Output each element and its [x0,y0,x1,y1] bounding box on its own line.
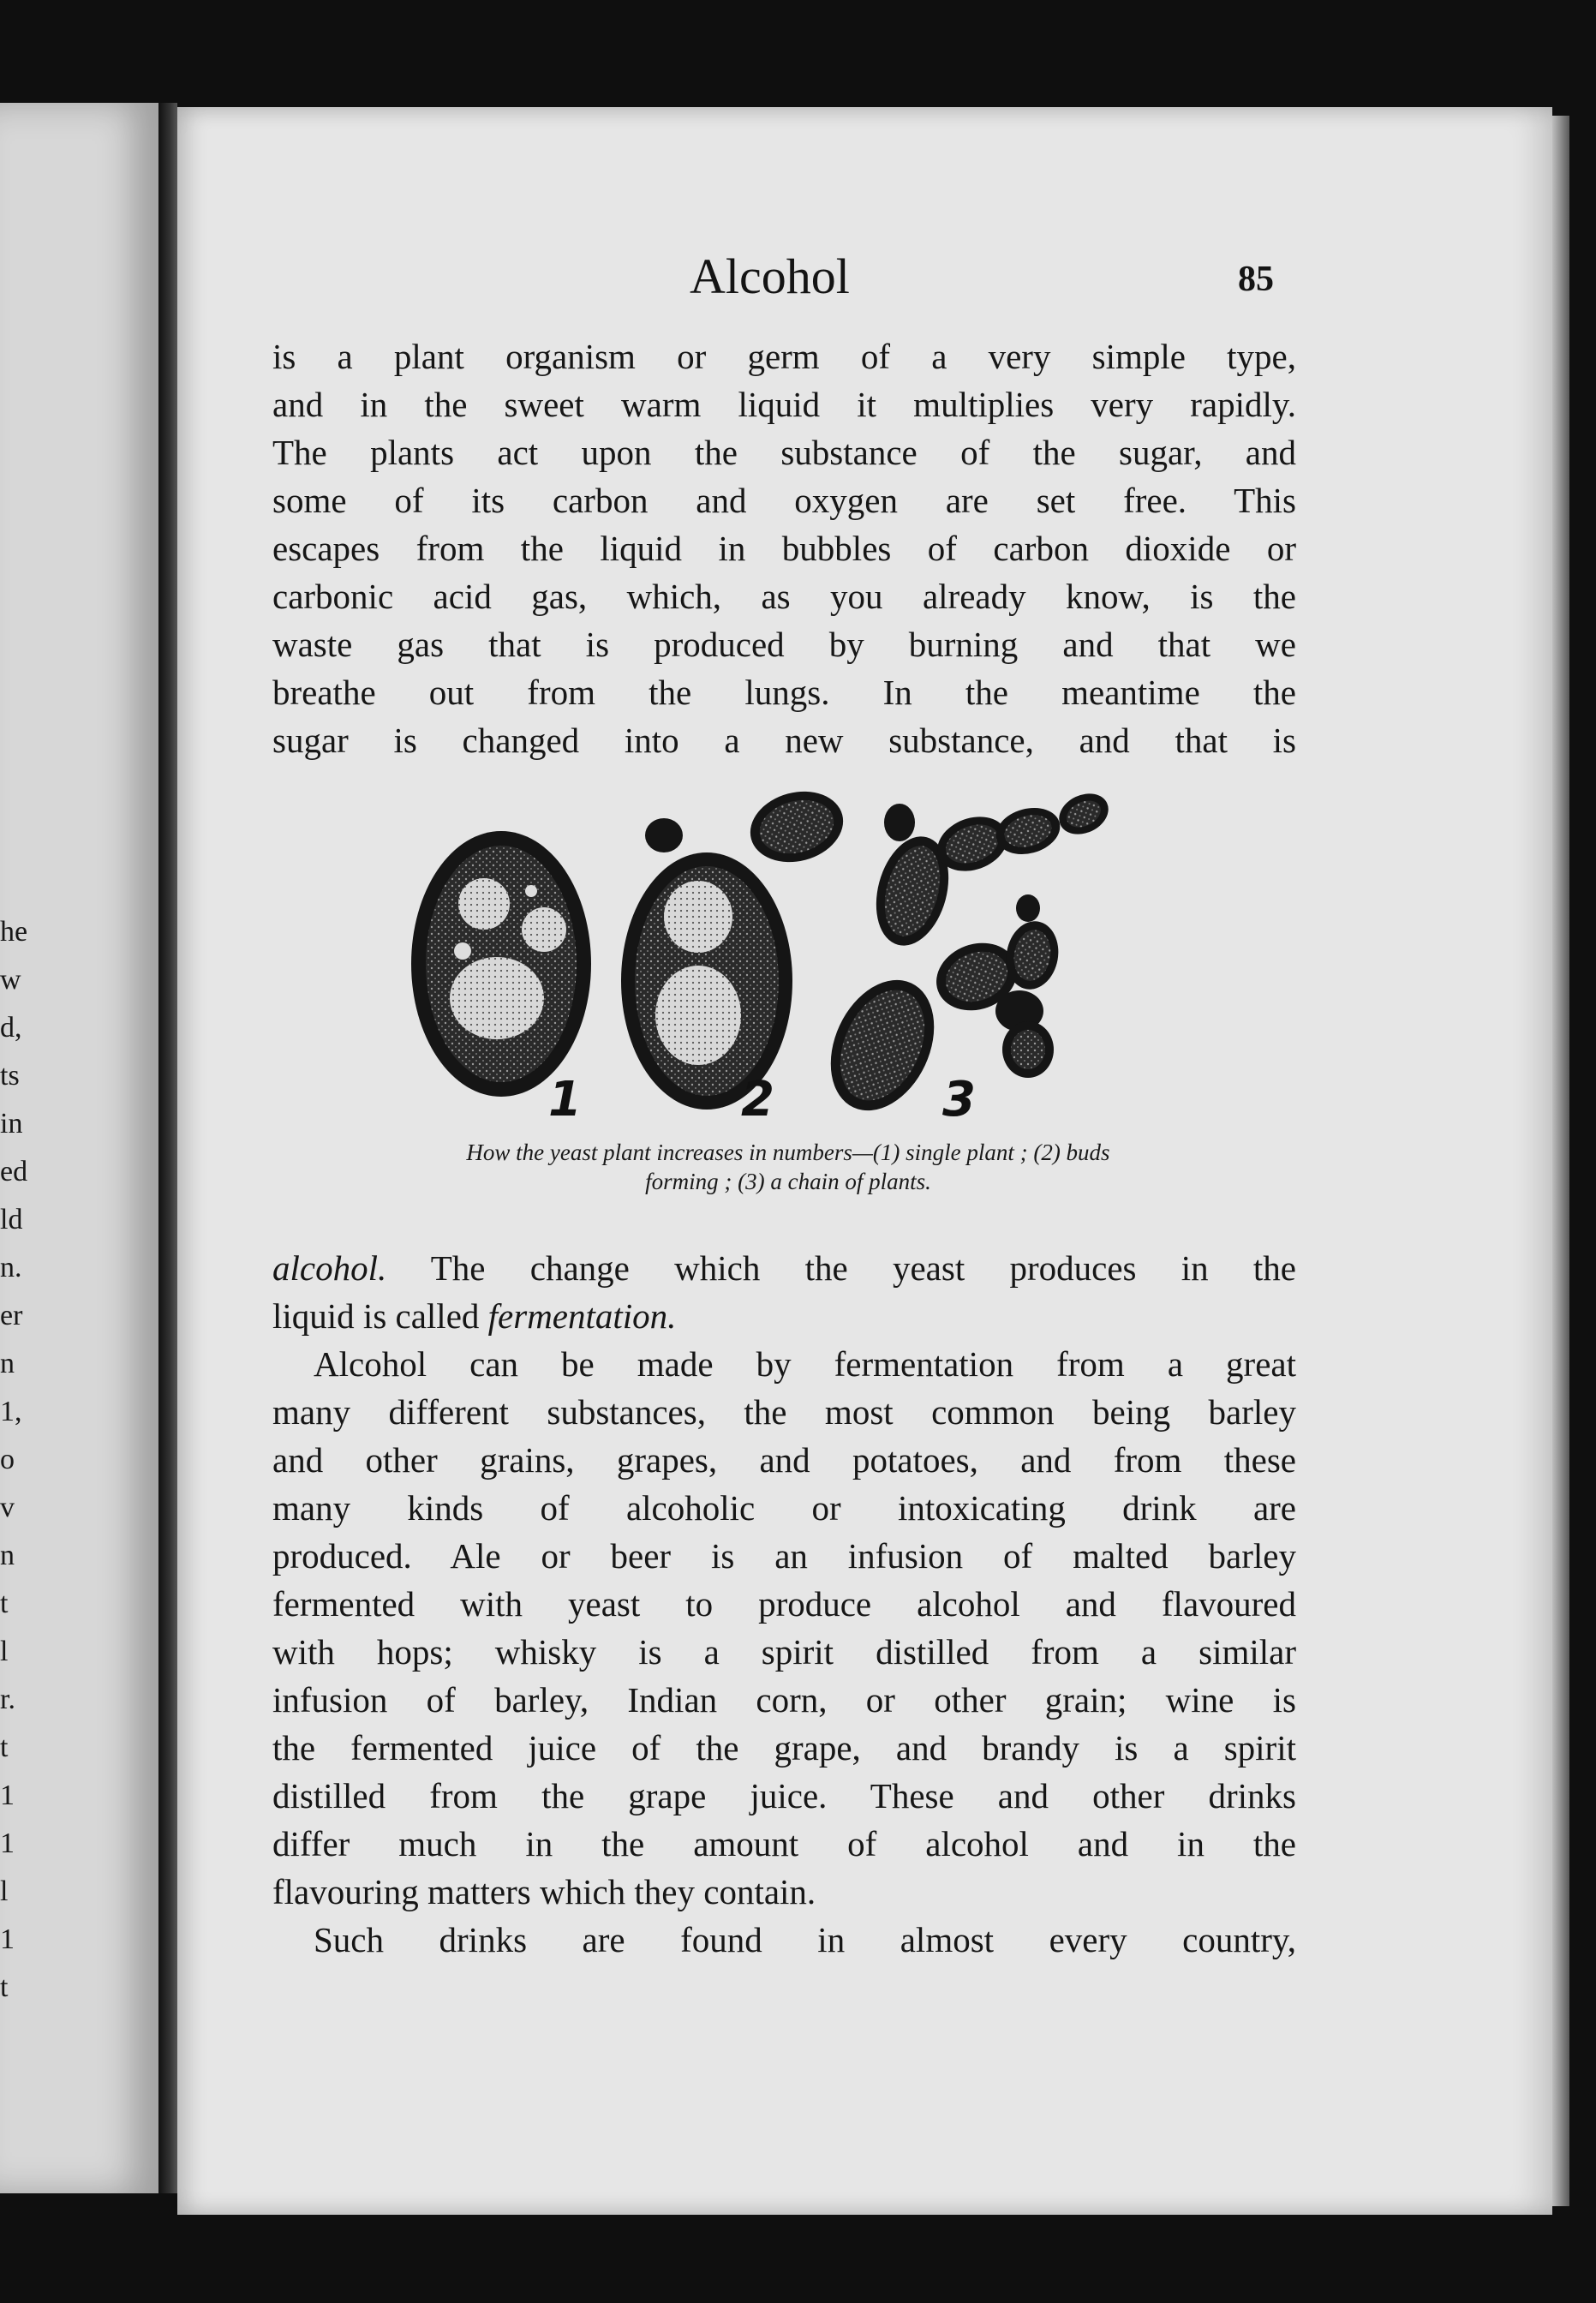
left-fragment: ed [0,1156,28,1187]
text-line: differ much in the amount of alcohol and in the [272,1824,1296,1863]
top-paragraph [272,332,1296,764]
text-line: Such drinks are found in almost every country, [314,1920,1296,1959]
single-yeast-cell [411,831,591,1097]
left-fragment: 1 [0,1923,15,1955]
text-line: fermented with yeast to produce alcohol and flavoured [272,1584,1296,1624]
left-fragment: n [0,1348,15,1379]
left-page-text-fragments [0,908,69,2012]
text-line [272,1244,1296,1292]
alcohol-italic-word: alcohol. [272,1248,387,1288]
text-line: infusion of barley, Indian corn, or other grain; wine is [272,1680,1296,1720]
text-line: produced. Ale or beer is an infusion of malted barley [272,1536,1296,1576]
bottom-paragraphs [272,1244,1296,1964]
text-line: breathe out from the lungs. In the meantime the [272,673,1296,712]
left-fragment: n [0,1540,15,1571]
left-fragment: in [0,1108,23,1140]
yeast-illustration [403,788,1157,1122]
caption-line: How the yeast plant increases in numbers—(1) single plant ; (2) buds [466,1140,1110,1165]
left-fragment: he [0,916,28,948]
running-title: Alcohol [690,248,850,304]
left-fragment: 1 [0,1827,15,1859]
text-line: and in the sweet warm liquid it multiplies very rapidly. [272,385,1296,424]
text-line: the fermented juice of the grape, and brandy is a spirit [272,1728,1296,1768]
text-line: escapes from the liquid in bubbles of carbon dioxide or [272,529,1296,568]
left-fragment: 1 [0,1780,15,1811]
text-line: is a plant organism or germ of a very simple type, [272,337,1296,376]
text-span: The change which the yeast produces in the [386,1248,1296,1288]
caption-line: forming ; (3) a chain of plants. [645,1169,931,1194]
left-page [0,103,158,2193]
page-header [0,247,1596,307]
left-fragment: t [0,1971,9,2003]
left-fragment: o [0,1444,15,1475]
text-line: with hops; whisky is a spirit distilled from a similar [272,1632,1296,1672]
fermentation-italic-word: fermentation. [487,1296,677,1336]
figure-caption [283,1138,1294,1196]
left-fragment: d, [0,1012,22,1044]
left-fragment: l [0,1636,9,1667]
figure-label-3: 3 [942,1072,976,1122]
budding-yeast-cell [621,788,851,1110]
text-line: many kinds of alcoholic or intoxicating drink are [272,1488,1296,1528]
text-line: and other grains, grapes, and potatoes, and from these [272,1440,1296,1480]
text-line: carbonic acid gas, which, as you already know, is the [272,577,1296,616]
page-edge [1552,116,1569,2206]
left-fragment: t [0,1732,9,1763]
left-fragment: ld [0,1204,23,1235]
text-line: The plants act upon the substance of the sugar, and [272,433,1296,472]
text-line [272,1292,1296,1340]
book-gutter [158,103,177,2193]
text-line: many different substances, the most common being barley [272,1392,1296,1432]
text-span: liquid is called [272,1296,488,1336]
left-fragment: t [0,1588,9,1619]
text-line: sugar is changed into a new substance, and that is [272,721,1296,760]
text-line: distilled from the grape juice. These and other drinks [272,1776,1296,1815]
left-fragment: l [0,1875,9,1907]
left-fragment: 1, [0,1396,22,1427]
text-line: flavouring matters which they contain. [272,1872,816,1911]
left-fragment: w [0,964,21,996]
left-fragment: v [0,1492,15,1523]
left-fragment: ts [0,1060,20,1092]
left-fragment: n. [0,1252,22,1283]
page-number: 85 [1238,260,1274,299]
left-fragment: r. [0,1684,15,1715]
text-line: some of its carbon and oxygen are set free. This [272,481,1296,520]
left-fragment: er [0,1300,23,1331]
figure-label-1: 1 [548,1072,582,1122]
text-line: waste gas that is produced by burning and that we [272,625,1296,664]
figure-label-2: 2 [741,1072,774,1122]
text-line: Alcohol can be made by fermentation from a great [314,1344,1296,1384]
